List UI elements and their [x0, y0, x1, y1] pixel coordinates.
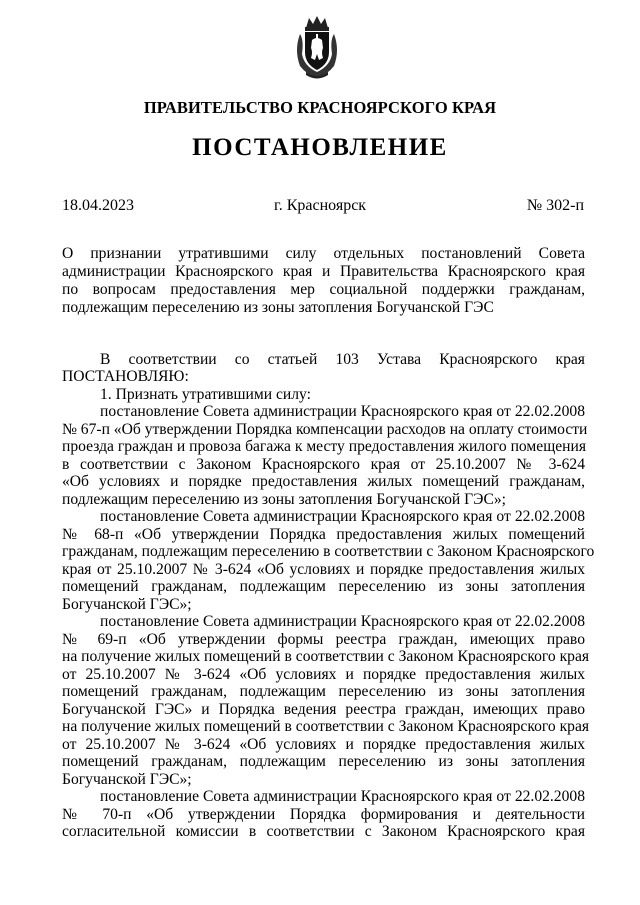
body-line: постановление Совета администрации Красноярского края от 22.02.2008: [100, 403, 585, 420]
body-line: помещений гражданам, подлежащим переселению из зоны затопления: [62, 753, 585, 770]
body-line: постановление Совета администрации Красноярского края от 22.02.2008: [100, 613, 585, 630]
title-line: подлежащим переселению из зоны затопления Богучанской ГЭС: [62, 299, 494, 316]
body-line: на получение жилых помещений в соответствии с Законом Красноярского края: [62, 718, 590, 735]
body-line: в соответствии с Законом Красноярского края от 25.10.2007 № 3-624: [62, 456, 585, 473]
body-line: «Об условиях и порядке предоставления жилых помещений гражданам,: [62, 473, 585, 490]
body-line: гражданам, подлежащим переселению в соответствии с Законом Красноярского: [62, 543, 595, 560]
body-line: подлежащим переселению из зоны затопления Богучанской ГЭС»;: [62, 491, 507, 508]
body-line: Богучанской ГЭС»;: [62, 596, 192, 613]
body-line: Богучанской ГЭС» и Порядка ведения реестра граждан, имеющих право: [62, 701, 585, 718]
body-line: постановление Совета администрации Красноярского края от 22.02.2008: [100, 788, 585, 805]
body-line: постановление Совета администрации Красноярского края от 22.02.2008: [100, 508, 585, 525]
body-line: края от 25.10.2007 № 3-624 «Об условиях и порядке предоставления жилых: [62, 561, 585, 578]
title-line: администрации Красноярского края и Правительства Красноярского края: [62, 263, 585, 280]
body-line: Богучанской ГЭС»;: [62, 771, 192, 788]
body-line: № 68-п «Об утверждении Порядка предоставления жилых помещений: [62, 526, 585, 543]
body-line: проезда граждан и провоза багажа к месту предоставления жилого помещения: [62, 438, 586, 455]
document-number: № 302-п: [526, 197, 584, 214]
body-line: на получение жилых помещений в соответствии с Законом Красноярского края: [62, 648, 590, 665]
body-line: В соответствии со статьей 103 Устава Красноярского края: [100, 351, 585, 368]
body-line: ПОСТАНОВЛЯЮ:: [62, 368, 189, 385]
title-line: О признании утратившими силу отдельных постановлений Совета: [62, 245, 585, 262]
body-line: согласительной комиссии в соответствии с Законом Красноярского края: [62, 823, 585, 840]
body-line: № 67-п «Об утверждении Порядка компенсации расходов на оплату стоимости: [62, 421, 588, 438]
body-line: помещений гражданам, подлежащим переселению из зоны затопления: [62, 683, 585, 700]
body-line: помещений гражданам, подлежащим переселению из зоны затопления: [62, 578, 585, 595]
document-date: 18.04.2023: [62, 197, 134, 214]
body-line: № 70-п «Об утверждении Порядка формирования и деятельности: [62, 806, 585, 823]
body-line: от 25.10.2007 № 3-624 «Об условиях и порядке предоставления жилых: [62, 736, 585, 753]
title-line: по вопросам предоставления мер социальной поддержки гражданам,: [62, 281, 585, 298]
organization-name: ПРАВИТЕЛЬСТВО КРАСНОЯРСКОГО КРАЯ: [143, 98, 497, 117]
body-line: № 69-п «Об утверждении формы реестра граждан, имеющих право: [62, 631, 585, 648]
body-line: 1. Признать утратившими силу:: [100, 386, 311, 403]
document-city: г. Красноярск: [273, 197, 367, 214]
krasnoyarsk-coat-of-arms-icon: [292, 14, 342, 80]
body-line: от 25.10.2007 № 3-624 «Об условиях и порядке предоставления жилых: [62, 666, 585, 683]
document-type: ПОСТАНОВЛЕНИЕ: [192, 134, 448, 161]
